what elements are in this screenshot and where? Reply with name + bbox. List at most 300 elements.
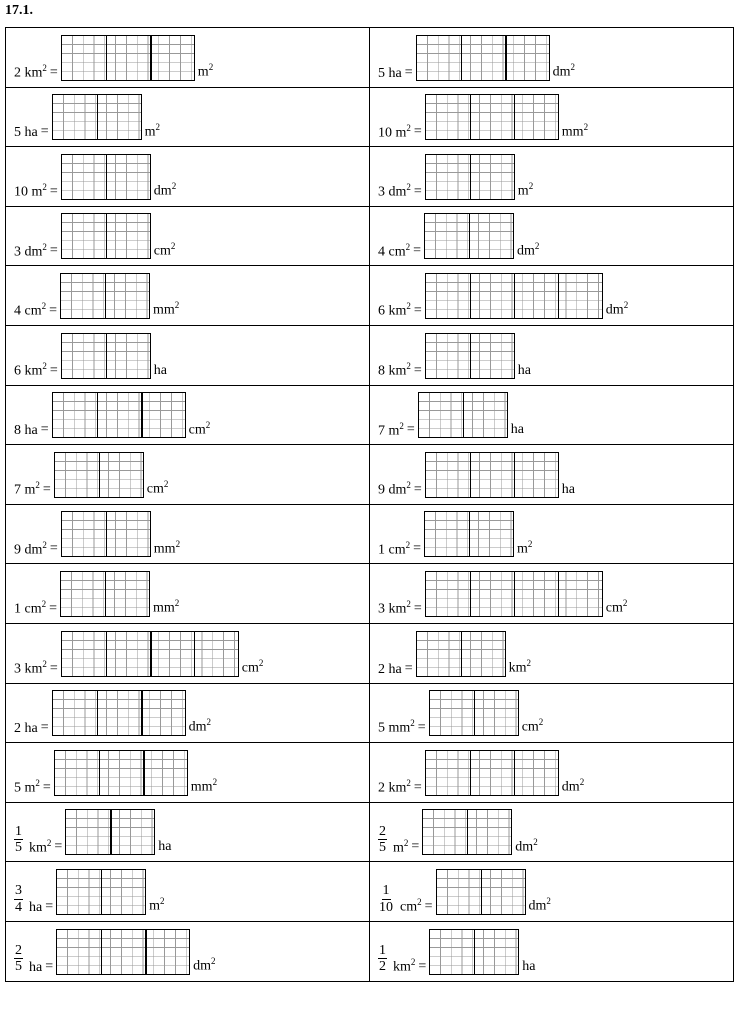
equals-sign: = bbox=[413, 779, 422, 795]
target-unit: $mm^2$ bbox=[153, 300, 180, 318]
exponent: 2 bbox=[406, 599, 411, 610]
equals-sign: = bbox=[413, 362, 422, 378]
answer-grid[interactable] bbox=[425, 452, 559, 498]
exponent: 2 bbox=[406, 182, 411, 193]
equals-sign: = bbox=[413, 302, 422, 318]
equals-sign: = bbox=[42, 481, 51, 497]
given-quantity: 10 $m^2$ bbox=[378, 122, 411, 141]
exercise-row bbox=[6, 921, 734, 981]
target-unit: ha bbox=[158, 839, 172, 855]
exercise-cell bbox=[370, 504, 734, 564]
exponent: 2 bbox=[205, 419, 211, 430]
target-unit: $cm^2$ bbox=[146, 479, 169, 497]
exponent: 2 bbox=[406, 480, 411, 491]
target-unit: $dm^2$ bbox=[561, 777, 585, 795]
equals-sign: = bbox=[411, 839, 420, 855]
given-quantity: 1 $cm^2$ bbox=[378, 539, 411, 558]
group-separator-line bbox=[105, 572, 106, 616]
equals-sign: = bbox=[40, 422, 49, 438]
target-unit: $m^2$ bbox=[517, 538, 533, 557]
equals-sign: = bbox=[413, 124, 422, 140]
answer-grid[interactable] bbox=[61, 35, 195, 81]
given-quantity: ha bbox=[29, 959, 43, 975]
exponent: 2 bbox=[410, 956, 416, 967]
exercise-cell bbox=[6, 87, 370, 147]
answer-grid[interactable] bbox=[61, 631, 239, 677]
exercise-row bbox=[6, 743, 734, 803]
group-separator-line bbox=[105, 274, 106, 318]
group-separator-line bbox=[463, 393, 464, 437]
exercise-table bbox=[5, 27, 734, 982]
answer-grid[interactable] bbox=[436, 869, 526, 915]
exercise-cell bbox=[6, 564, 370, 624]
target-unit: $dm^2$ bbox=[515, 836, 538, 855]
fraction bbox=[378, 883, 394, 915]
exponent: 2 bbox=[399, 420, 404, 431]
fraction bbox=[14, 943, 23, 975]
exponent: 2 bbox=[406, 301, 411, 312]
exponent: 2 bbox=[174, 598, 180, 609]
group-separator-line bbox=[470, 334, 471, 378]
given-quantity: 2 ha bbox=[14, 721, 38, 737]
answer-grid[interactable] bbox=[60, 273, 150, 319]
exercise-label: 17.1. bbox=[5, 3, 33, 18]
target-unit: $dm^2$ bbox=[552, 61, 576, 80]
group-separator-line bbox=[470, 751, 471, 795]
exercise-cell bbox=[6, 206, 370, 266]
exercise-cell bbox=[370, 147, 734, 207]
conversion-expression bbox=[378, 35, 575, 81]
equals-sign: = bbox=[406, 422, 415, 438]
answer-grid[interactable] bbox=[61, 511, 151, 557]
exercise-row bbox=[6, 564, 734, 624]
conversion-expression bbox=[14, 452, 168, 498]
conversion-expression bbox=[378, 273, 628, 319]
exponent: 2 bbox=[211, 955, 216, 966]
target-unit: ha bbox=[153, 362, 168, 378]
answer-grid[interactable] bbox=[416, 631, 506, 677]
conversion-expression bbox=[14, 273, 179, 319]
group-separator-line bbox=[469, 512, 470, 556]
answer-grid[interactable] bbox=[60, 571, 150, 617]
fraction-numerator: 2 bbox=[15, 942, 22, 958]
equals-sign: = bbox=[42, 779, 51, 795]
exercise-cell bbox=[370, 266, 734, 326]
equals-sign: = bbox=[49, 660, 58, 676]
equals-sign: = bbox=[413, 243, 422, 259]
answer-grid[interactable] bbox=[425, 333, 515, 379]
given-quantity: 4 $cm^2$ bbox=[378, 241, 411, 260]
given-quantity: 8 $km^2$ bbox=[378, 360, 411, 379]
equals-sign: = bbox=[45, 898, 54, 914]
exponent: 2 bbox=[41, 599, 47, 610]
exponent: 2 bbox=[41, 301, 47, 312]
conversion-expression bbox=[378, 213, 539, 259]
exponent: 2 bbox=[174, 300, 180, 311]
answer-grid[interactable] bbox=[429, 929, 519, 975]
conversion-expression bbox=[378, 571, 627, 617]
given-quantity: $km^2$ bbox=[393, 956, 416, 975]
equals-sign: = bbox=[49, 600, 58, 616]
equals-sign: = bbox=[40, 720, 49, 736]
exponent: 2 bbox=[258, 657, 264, 668]
exercise-cell bbox=[6, 325, 370, 385]
conversion-expression bbox=[378, 869, 551, 915]
exercise-row bbox=[6, 862, 734, 922]
exercise-cell bbox=[370, 28, 734, 88]
exponent: 2 bbox=[42, 182, 47, 193]
target-unit: $mm^2$ bbox=[190, 777, 218, 795]
exponent: 2 bbox=[155, 121, 161, 132]
conversion-expression bbox=[14, 809, 172, 855]
group-separator-line bbox=[97, 95, 98, 139]
exponent: 2 bbox=[405, 241, 411, 252]
given-quantity: 3 $km^2$ bbox=[378, 599, 411, 617]
group-separator-line bbox=[101, 930, 102, 974]
fraction-numerator: 2 bbox=[379, 823, 386, 839]
target-unit: $dm^2$ bbox=[528, 896, 551, 914]
given-quantity: 2 ha bbox=[378, 661, 402, 677]
answer-grid[interactable] bbox=[416, 35, 550, 81]
exponent: 2 bbox=[406, 122, 411, 133]
exponent: 2 bbox=[171, 181, 177, 192]
group-separator-line bbox=[558, 274, 559, 318]
conversion-expression bbox=[14, 929, 216, 975]
exercise-cell bbox=[370, 683, 734, 743]
answer-grid[interactable] bbox=[424, 213, 514, 259]
exponent: 2 bbox=[538, 717, 544, 728]
given-quantity: 3 $dm^2$ bbox=[14, 241, 47, 260]
exercise-row bbox=[6, 385, 734, 445]
exercise-row bbox=[6, 28, 734, 88]
answer-grid[interactable] bbox=[425, 273, 603, 319]
group-separator-line bbox=[106, 334, 107, 378]
equals-sign: = bbox=[418, 958, 427, 974]
given-quantity: 6 $km^2$ bbox=[378, 301, 411, 319]
conversion-expression bbox=[378, 511, 532, 557]
answer-grid[interactable] bbox=[61, 154, 151, 200]
given-quantity: 5 ha bbox=[14, 125, 38, 141]
fraction-numerator: 1 bbox=[379, 942, 386, 958]
exercise-cell bbox=[6, 683, 370, 743]
exponent: 2 bbox=[406, 360, 411, 371]
group-separator-line bbox=[514, 95, 515, 139]
fraction-denominator: 10 bbox=[379, 899, 393, 915]
exponent: 2 bbox=[406, 778, 411, 789]
exercise-row bbox=[6, 266, 734, 326]
given-quantity: 8 ha bbox=[14, 423, 38, 439]
exponent: 2 bbox=[526, 657, 532, 668]
target-unit: $m^2$ bbox=[197, 61, 214, 80]
exercise-cell bbox=[6, 385, 370, 445]
exponent: 2 bbox=[175, 538, 181, 549]
exercise-cell bbox=[6, 445, 370, 505]
equals-sign: = bbox=[49, 64, 58, 80]
target-unit: ha bbox=[517, 362, 532, 378]
exponent: 2 bbox=[622, 598, 628, 609]
exercise-cell bbox=[370, 564, 734, 624]
target-unit: $mm^2$ bbox=[153, 538, 181, 557]
fraction-numerator: 3 bbox=[15, 883, 22, 899]
answer-grid[interactable] bbox=[56, 869, 146, 915]
exponent: 2 bbox=[46, 837, 52, 848]
equals-sign: = bbox=[404, 660, 413, 676]
exercise-cell bbox=[6, 623, 370, 683]
exercise-cell bbox=[370, 921, 734, 981]
exercise-row bbox=[6, 325, 734, 385]
given-quantity: $cm^2$ bbox=[400, 897, 422, 915]
fraction-denominator: 5 bbox=[379, 839, 386, 855]
exercise-row bbox=[6, 147, 734, 207]
given-quantity: 9 $dm^2$ bbox=[378, 480, 411, 498]
equals-sign: = bbox=[54, 839, 63, 855]
conversion-expression bbox=[14, 750, 217, 796]
conversion-expression bbox=[14, 94, 160, 140]
answer-grid[interactable] bbox=[422, 809, 512, 855]
group-separator-line bbox=[474, 691, 475, 735]
given-quantity: 5 $mm^2$ bbox=[378, 718, 415, 737]
exponent: 2 bbox=[623, 300, 629, 311]
exponent: 2 bbox=[534, 240, 540, 251]
decimal-marker-line bbox=[150, 632, 152, 676]
group-separator-line bbox=[514, 274, 515, 318]
group-separator-line bbox=[99, 751, 100, 795]
exponent: 2 bbox=[570, 61, 576, 72]
group-separator-line bbox=[470, 155, 471, 199]
answer-grid[interactable] bbox=[425, 154, 515, 200]
given-quantity: 2 $km^2$ bbox=[378, 778, 411, 796]
given-quantity: 4 $cm^2$ bbox=[14, 301, 47, 319]
group-separator-line bbox=[558, 572, 559, 616]
given-quantity: ha bbox=[29, 899, 43, 915]
exercise-cell bbox=[370, 862, 734, 922]
exponent: 2 bbox=[160, 896, 165, 907]
conversion-expression bbox=[14, 631, 263, 677]
exponent: 2 bbox=[533, 836, 538, 847]
exponent: 2 bbox=[403, 837, 409, 848]
equals-sign: = bbox=[49, 183, 58, 199]
answer-grid[interactable] bbox=[61, 213, 151, 259]
exponent: 2 bbox=[212, 777, 218, 788]
equals-sign: = bbox=[424, 898, 433, 914]
conversion-expression bbox=[378, 929, 536, 975]
conversion-expression bbox=[14, 392, 210, 438]
target-unit: $dm^2$ bbox=[605, 300, 629, 318]
group-separator-line bbox=[514, 453, 515, 497]
given-quantity: 2 $km^2$ bbox=[14, 62, 47, 81]
given-quantity: 10 $m^2$ bbox=[14, 182, 47, 200]
fraction bbox=[378, 824, 387, 856]
equals-sign: = bbox=[40, 124, 49, 140]
equals-sign: = bbox=[413, 481, 422, 497]
conversion-expression bbox=[14, 571, 179, 617]
answer-grid[interactable] bbox=[52, 94, 142, 140]
group-separator-line bbox=[470, 95, 471, 139]
fraction-denominator: 5 bbox=[15, 959, 22, 975]
exponent: 2 bbox=[583, 121, 589, 132]
fraction-denominator: 5 bbox=[15, 839, 22, 855]
exponent: 2 bbox=[42, 658, 47, 669]
conversion-expression bbox=[378, 452, 575, 498]
target-unit: ha bbox=[510, 422, 525, 438]
given-quantity: $m^2$ bbox=[393, 837, 409, 856]
exponent: 2 bbox=[405, 539, 411, 550]
conversion-expression bbox=[14, 154, 176, 200]
answer-grid[interactable] bbox=[425, 94, 559, 140]
exponent: 2 bbox=[170, 240, 176, 251]
answer-grid[interactable] bbox=[52, 392, 186, 438]
decimal-marker-line bbox=[505, 36, 507, 80]
group-separator-line bbox=[469, 214, 470, 258]
conversion-expression bbox=[14, 869, 165, 915]
group-separator-line bbox=[106, 512, 107, 556]
conversion-expression bbox=[378, 392, 524, 438]
exponent: 2 bbox=[546, 896, 551, 907]
target-unit: $m^2$ bbox=[517, 181, 534, 199]
group-separator-line bbox=[99, 453, 100, 497]
group-separator-line bbox=[106, 155, 107, 199]
exercise-cell bbox=[6, 147, 370, 207]
exercise-row bbox=[6, 802, 734, 862]
given-quantity: 3 $dm^2$ bbox=[378, 182, 411, 200]
target-unit: $m^2$ bbox=[144, 121, 161, 140]
fraction-denominator: 2 bbox=[379, 959, 386, 975]
conversion-expression bbox=[378, 809, 538, 855]
target-unit: $cm^2$ bbox=[153, 240, 176, 259]
given-quantity: 1 $cm^2$ bbox=[14, 599, 47, 617]
group-separator-line bbox=[470, 572, 471, 616]
decimal-marker-line bbox=[110, 810, 112, 854]
answer-grid[interactable] bbox=[425, 571, 603, 617]
target-unit: $dm^2$ bbox=[517, 240, 540, 259]
conversion-expression bbox=[378, 631, 531, 677]
exercise-cell bbox=[370, 445, 734, 505]
exponent: 2 bbox=[42, 539, 47, 550]
answer-grid[interactable] bbox=[61, 333, 151, 379]
group-separator-line bbox=[474, 930, 475, 974]
conversion-expression bbox=[14, 690, 211, 736]
exercise-row bbox=[6, 683, 734, 743]
decimal-marker-line bbox=[141, 691, 143, 735]
answer-grid[interactable] bbox=[52, 690, 186, 736]
group-separator-line bbox=[106, 632, 107, 676]
group-separator-line bbox=[514, 572, 515, 616]
equals-sign: = bbox=[413, 600, 422, 616]
answer-grid[interactable] bbox=[65, 809, 155, 855]
target-unit: ha bbox=[522, 958, 536, 974]
exercise-cell bbox=[370, 87, 734, 147]
exercise-cell bbox=[6, 802, 370, 862]
group-separator-line bbox=[106, 214, 107, 258]
group-separator-line bbox=[470, 274, 471, 318]
equals-sign: = bbox=[413, 541, 422, 557]
given-quantity: 7 $m^2$ bbox=[14, 480, 40, 498]
exercise-cell bbox=[370, 623, 734, 683]
answer-grid[interactable] bbox=[54, 452, 144, 498]
exponent: 2 bbox=[42, 62, 47, 73]
exponent: 2 bbox=[410, 718, 415, 729]
conversion-expression bbox=[378, 94, 588, 140]
target-unit: $mm^2$ bbox=[561, 121, 589, 140]
target-unit: $m^2$ bbox=[149, 896, 165, 914]
decimal-marker-line bbox=[143, 751, 145, 795]
answer-grid[interactable] bbox=[424, 511, 514, 557]
target-unit: $km^2$ bbox=[508, 657, 532, 676]
fraction-denominator: 4 bbox=[15, 899, 22, 915]
exercise-cell bbox=[6, 504, 370, 564]
decimal-marker-line bbox=[150, 36, 152, 80]
exercise-row bbox=[6, 87, 734, 147]
answer-grid[interactable] bbox=[56, 929, 190, 975]
equals-sign: = bbox=[417, 720, 426, 736]
target-unit: $cm^2$ bbox=[241, 657, 264, 676]
exercise-cell bbox=[6, 743, 370, 803]
exercise-cell bbox=[6, 862, 370, 922]
target-unit: $cm^2$ bbox=[521, 717, 544, 736]
group-separator-line bbox=[467, 810, 468, 854]
group-separator-line bbox=[470, 453, 471, 497]
exercise-cell bbox=[6, 266, 370, 326]
exercise-cell bbox=[370, 385, 734, 445]
fraction bbox=[14, 824, 23, 856]
equals-sign: = bbox=[413, 183, 422, 199]
conversion-expression bbox=[378, 690, 543, 736]
fraction-numerator: 1 bbox=[382, 883, 390, 899]
given-quantity: 5 ha bbox=[378, 65, 402, 81]
given-quantity: 3 $km^2$ bbox=[14, 658, 47, 677]
target-unit: $cm^2$ bbox=[188, 419, 211, 438]
exponent: 2 bbox=[42, 360, 47, 371]
exercise-row bbox=[6, 206, 734, 266]
group-separator-line bbox=[514, 751, 515, 795]
exercise-cell bbox=[370, 325, 734, 385]
conversion-expression bbox=[378, 750, 584, 796]
group-separator-line bbox=[461, 632, 462, 676]
answer-grid[interactable] bbox=[425, 750, 559, 796]
conversion-expression bbox=[14, 35, 213, 81]
exponent: 2 bbox=[35, 778, 40, 789]
exponent: 2 bbox=[35, 480, 40, 491]
group-separator-line bbox=[481, 870, 482, 914]
target-unit: $mm^2$ bbox=[153, 598, 180, 616]
conversion-expression bbox=[14, 213, 175, 259]
conversion-expression bbox=[14, 333, 167, 379]
conversion-expression bbox=[378, 154, 533, 200]
conversion-expression bbox=[378, 333, 531, 379]
exponent: 2 bbox=[579, 777, 585, 788]
given-quantity: 9 $dm^2$ bbox=[14, 539, 47, 558]
exercise-cell bbox=[6, 921, 370, 981]
decimal-marker-line bbox=[141, 393, 143, 437]
exponent: 2 bbox=[528, 181, 534, 192]
answer-grid[interactable] bbox=[429, 690, 519, 736]
answer-grid[interactable] bbox=[54, 750, 188, 796]
group-separator-line bbox=[194, 632, 195, 676]
fraction-numerator: 1 bbox=[15, 823, 22, 839]
exponent: 2 bbox=[42, 241, 47, 252]
equals-sign: = bbox=[49, 302, 58, 318]
exercise-row bbox=[6, 445, 734, 505]
exercise-cell bbox=[370, 802, 734, 862]
given-quantity: $km^2$ bbox=[29, 837, 52, 856]
answer-grid[interactable] bbox=[418, 392, 508, 438]
target-unit: ha bbox=[561, 481, 576, 497]
exercise-cell bbox=[370, 206, 734, 266]
conversion-expression bbox=[14, 511, 180, 557]
exercise-row bbox=[6, 623, 734, 683]
exercise-row bbox=[6, 504, 734, 564]
exponent: 2 bbox=[206, 717, 212, 728]
